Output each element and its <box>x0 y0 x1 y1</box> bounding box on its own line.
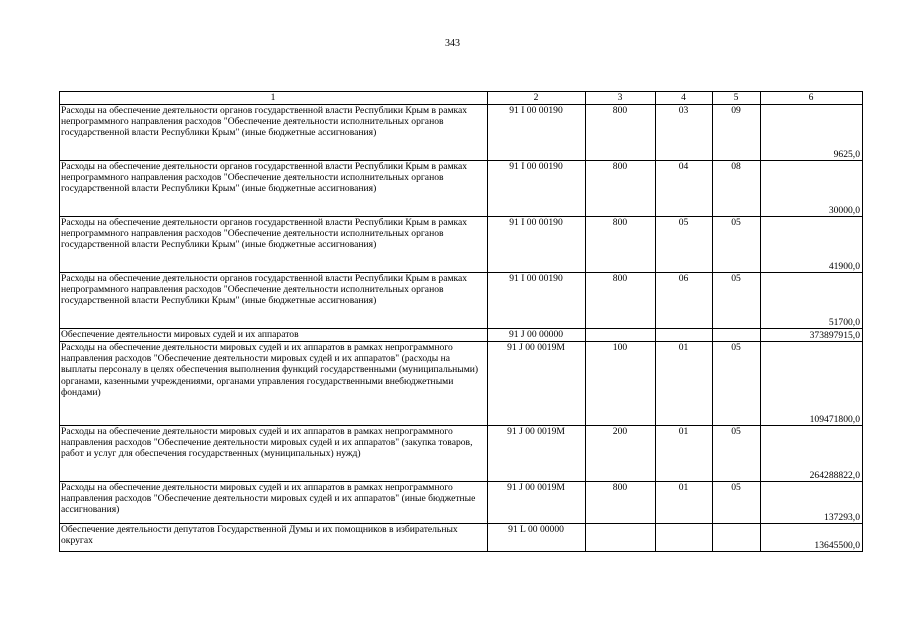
row-section: 03 <box>656 105 713 161</box>
row-sum: 13645500,0 <box>761 524 863 552</box>
column-header: 2 <box>488 92 586 105</box>
row-name: Расходы на обеспечение деятельности мировых судей и их аппаратов в рамках непрограммного направления расходов "Обеспечение деятельности мировых судей и их аппаратов" (иные бюджетные ассигнования) <box>60 482 488 524</box>
row-name: Расходы на обеспечение деятельности мировых судей и их аппаратов в рамках непрограммного направления расходов "Обеспечение деятельности мировых судей и их аппаратов" (расходы на выплаты персоналу в целях обеспечения выполнения функций государственными (муниципальными) органами, казенными учреждениями, органами управления государственными внебюджетными фондами) <box>60 342 488 426</box>
row-sum: 9625,0 <box>761 105 863 161</box>
row-sum: 264288822,0 <box>761 426 863 482</box>
row-code: 91 I 00 00190 <box>488 161 586 217</box>
row-name: Обеспечение деятельности мировых судей и их аппаратов <box>60 329 488 342</box>
row-code: 91 J 00 00000 <box>488 329 586 342</box>
row-name: Расходы на обеспечение деятельности органов государственной власти Республики Крым в рамках непрограммного направления расходов "Обеспечение деятельности исполнительных органов государственной власти Республики Крым" (иные бюджетные ассигнования) <box>60 273 488 329</box>
table-row <box>60 426 863 482</box>
table-header-row <box>60 92 863 105</box>
row-expense-type: 100 <box>586 342 656 426</box>
row-code: 91 I 00 00190 <box>488 273 586 329</box>
budget-table <box>59 91 863 552</box>
column-header: 4 <box>656 92 713 105</box>
row-subsection <box>713 524 761 552</box>
row-name: Расходы на обеспечение деятельности мировых судей и их аппаратов в рамках непрограммного направления расходов "Обеспечение деятельности мировых судей и их аппаратов" (закупка товаров, работ и услуг для обеспечения государственных (муниципальных) нужд) <box>60 426 488 482</box>
row-subsection: 08 <box>713 161 761 217</box>
row-subsection: 05 <box>713 482 761 524</box>
row-section: 01 <box>656 426 713 482</box>
row-expense-type: 200 <box>586 426 656 482</box>
row-name: Расходы на обеспечение деятельности органов государственной власти Республики Крым в рамках непрограммного направления расходов "Обеспечение деятельности исполнительных органов государственной власти Республики Крым" (иные бюджетные ассигнования) <box>60 217 488 273</box>
row-subsection: 05 <box>713 342 761 426</box>
row-section <box>656 329 713 342</box>
row-sum: 30000,0 <box>761 161 863 217</box>
row-sum: 137293,0 <box>761 482 863 524</box>
row-subsection: 09 <box>713 105 761 161</box>
table-row <box>60 161 863 217</box>
row-section: 01 <box>656 342 713 426</box>
row-section: 01 <box>656 482 713 524</box>
table-row <box>60 482 863 524</box>
row-code: 91 J 00 0019M <box>488 426 586 482</box>
row-sum: 51700,0 <box>761 273 863 329</box>
row-sum: 41900,0 <box>761 217 863 273</box>
column-header: 5 <box>713 92 761 105</box>
row-expense-type: 800 <box>586 105 656 161</box>
row-name: Обеспечение деятельности депутатов Государственной Думы и их помощников в избирательных округах <box>60 524 488 552</box>
row-sum: 373897915,0 <box>761 329 863 342</box>
row-section: 05 <box>656 217 713 273</box>
table-row <box>60 342 863 426</box>
row-section: 04 <box>656 161 713 217</box>
row-code: 91 J 00 0019M <box>488 342 586 426</box>
row-section: 06 <box>656 273 713 329</box>
row-expense-type <box>586 329 656 342</box>
row-subsection: 05 <box>713 426 761 482</box>
page-number: 343 <box>445 38 460 49</box>
table-row <box>60 524 863 552</box>
row-expense-type: 800 <box>586 217 656 273</box>
row-code: 91 L 00 00000 <box>488 524 586 552</box>
row-section <box>656 524 713 552</box>
column-header: 3 <box>586 92 656 105</box>
row-expense-type <box>586 524 656 552</box>
row-code: 91 I 00 00190 <box>488 105 586 161</box>
table-row <box>60 105 863 161</box>
row-name: Расходы на обеспечение деятельности органов государственной власти Республики Крым в рамках непрограммного направления расходов "Обеспечение деятельности исполнительных органов государственной власти Республики Крым" (иные бюджетные ассигнования) <box>60 105 488 161</box>
table-row <box>60 329 863 342</box>
column-header: 6 <box>761 92 863 105</box>
table-row <box>60 217 863 273</box>
row-expense-type: 800 <box>586 161 656 217</box>
row-sum: 109471800,0 <box>761 342 863 426</box>
row-subsection: 05 <box>713 217 761 273</box>
table-row <box>60 273 863 329</box>
row-name: Расходы на обеспечение деятельности органов государственной власти Республики Крым в рамках непрограммного направления расходов "Обеспечение деятельности исполнительных органов государственной власти Республики Крым" (иные бюджетные ассигнования) <box>60 161 488 217</box>
row-code: 91 I 00 00190 <box>488 217 586 273</box>
row-subsection <box>713 329 761 342</box>
row-expense-type: 800 <box>586 273 656 329</box>
column-header: 1 <box>60 92 488 105</box>
row-expense-type: 800 <box>586 482 656 524</box>
row-subsection: 05 <box>713 273 761 329</box>
row-code: 91 J 00 0019M <box>488 482 586 524</box>
